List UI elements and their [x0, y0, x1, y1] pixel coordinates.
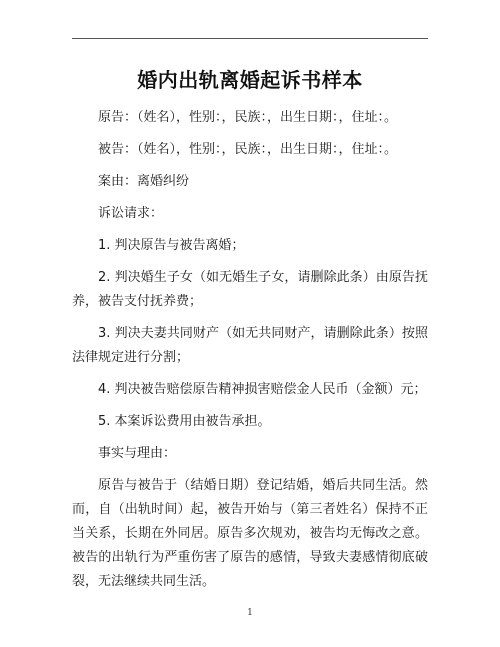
case-cause: 案由：离婚纠纷: [98, 174, 190, 189]
facts-paragraph: 原告与被告于（结婚日期）登记结婚，婚后共同生活。然而，自（出轨时间）起，被告开始与（第三者姓名）保持不正当关系，长期在外同居。原告多次规劝，被告均无悔改之意。被告的出轨行为严重伤害了原告的感情，导致夫妻感情彻底破裂，无法继续共同生活。: [72, 478, 428, 589]
claim-item-1: 1. 判决原告与被告离婚；: [98, 238, 245, 253]
plaintiff-info: 原告：（姓名），性别：，民族：，出生日期：，住址：。: [98, 110, 398, 125]
header-rule: [72, 38, 428, 39]
document-title: 婚内出轨离婚起诉书样本: [137, 68, 363, 92]
claim-item-5: 5. 本案诉讼费用由被告承担。: [98, 414, 271, 429]
claim-item-2: 2. 判决婚生子女（如无婚生子女，请删除此条）由原告抚养，被告支付抚养费；: [72, 270, 428, 309]
page-number: 1: [247, 608, 253, 618]
claim-item-3: 3. 判决夫妻共同财产（如无共同财产，请删除此条）按照法律规定进行分割；: [72, 326, 428, 365]
claims-heading: 诉讼请求：: [98, 206, 164, 221]
defendant-info: 被告：（姓名），性别：，民族：，出生日期：，住址：。: [98, 142, 398, 157]
document-body: [72, 106, 428, 602]
claim-item-4: 4. 判决被告赔偿原告精神损害赔偿金人民币（金额）元；: [98, 382, 427, 397]
facts-heading: 事实与理由：: [98, 446, 177, 461]
